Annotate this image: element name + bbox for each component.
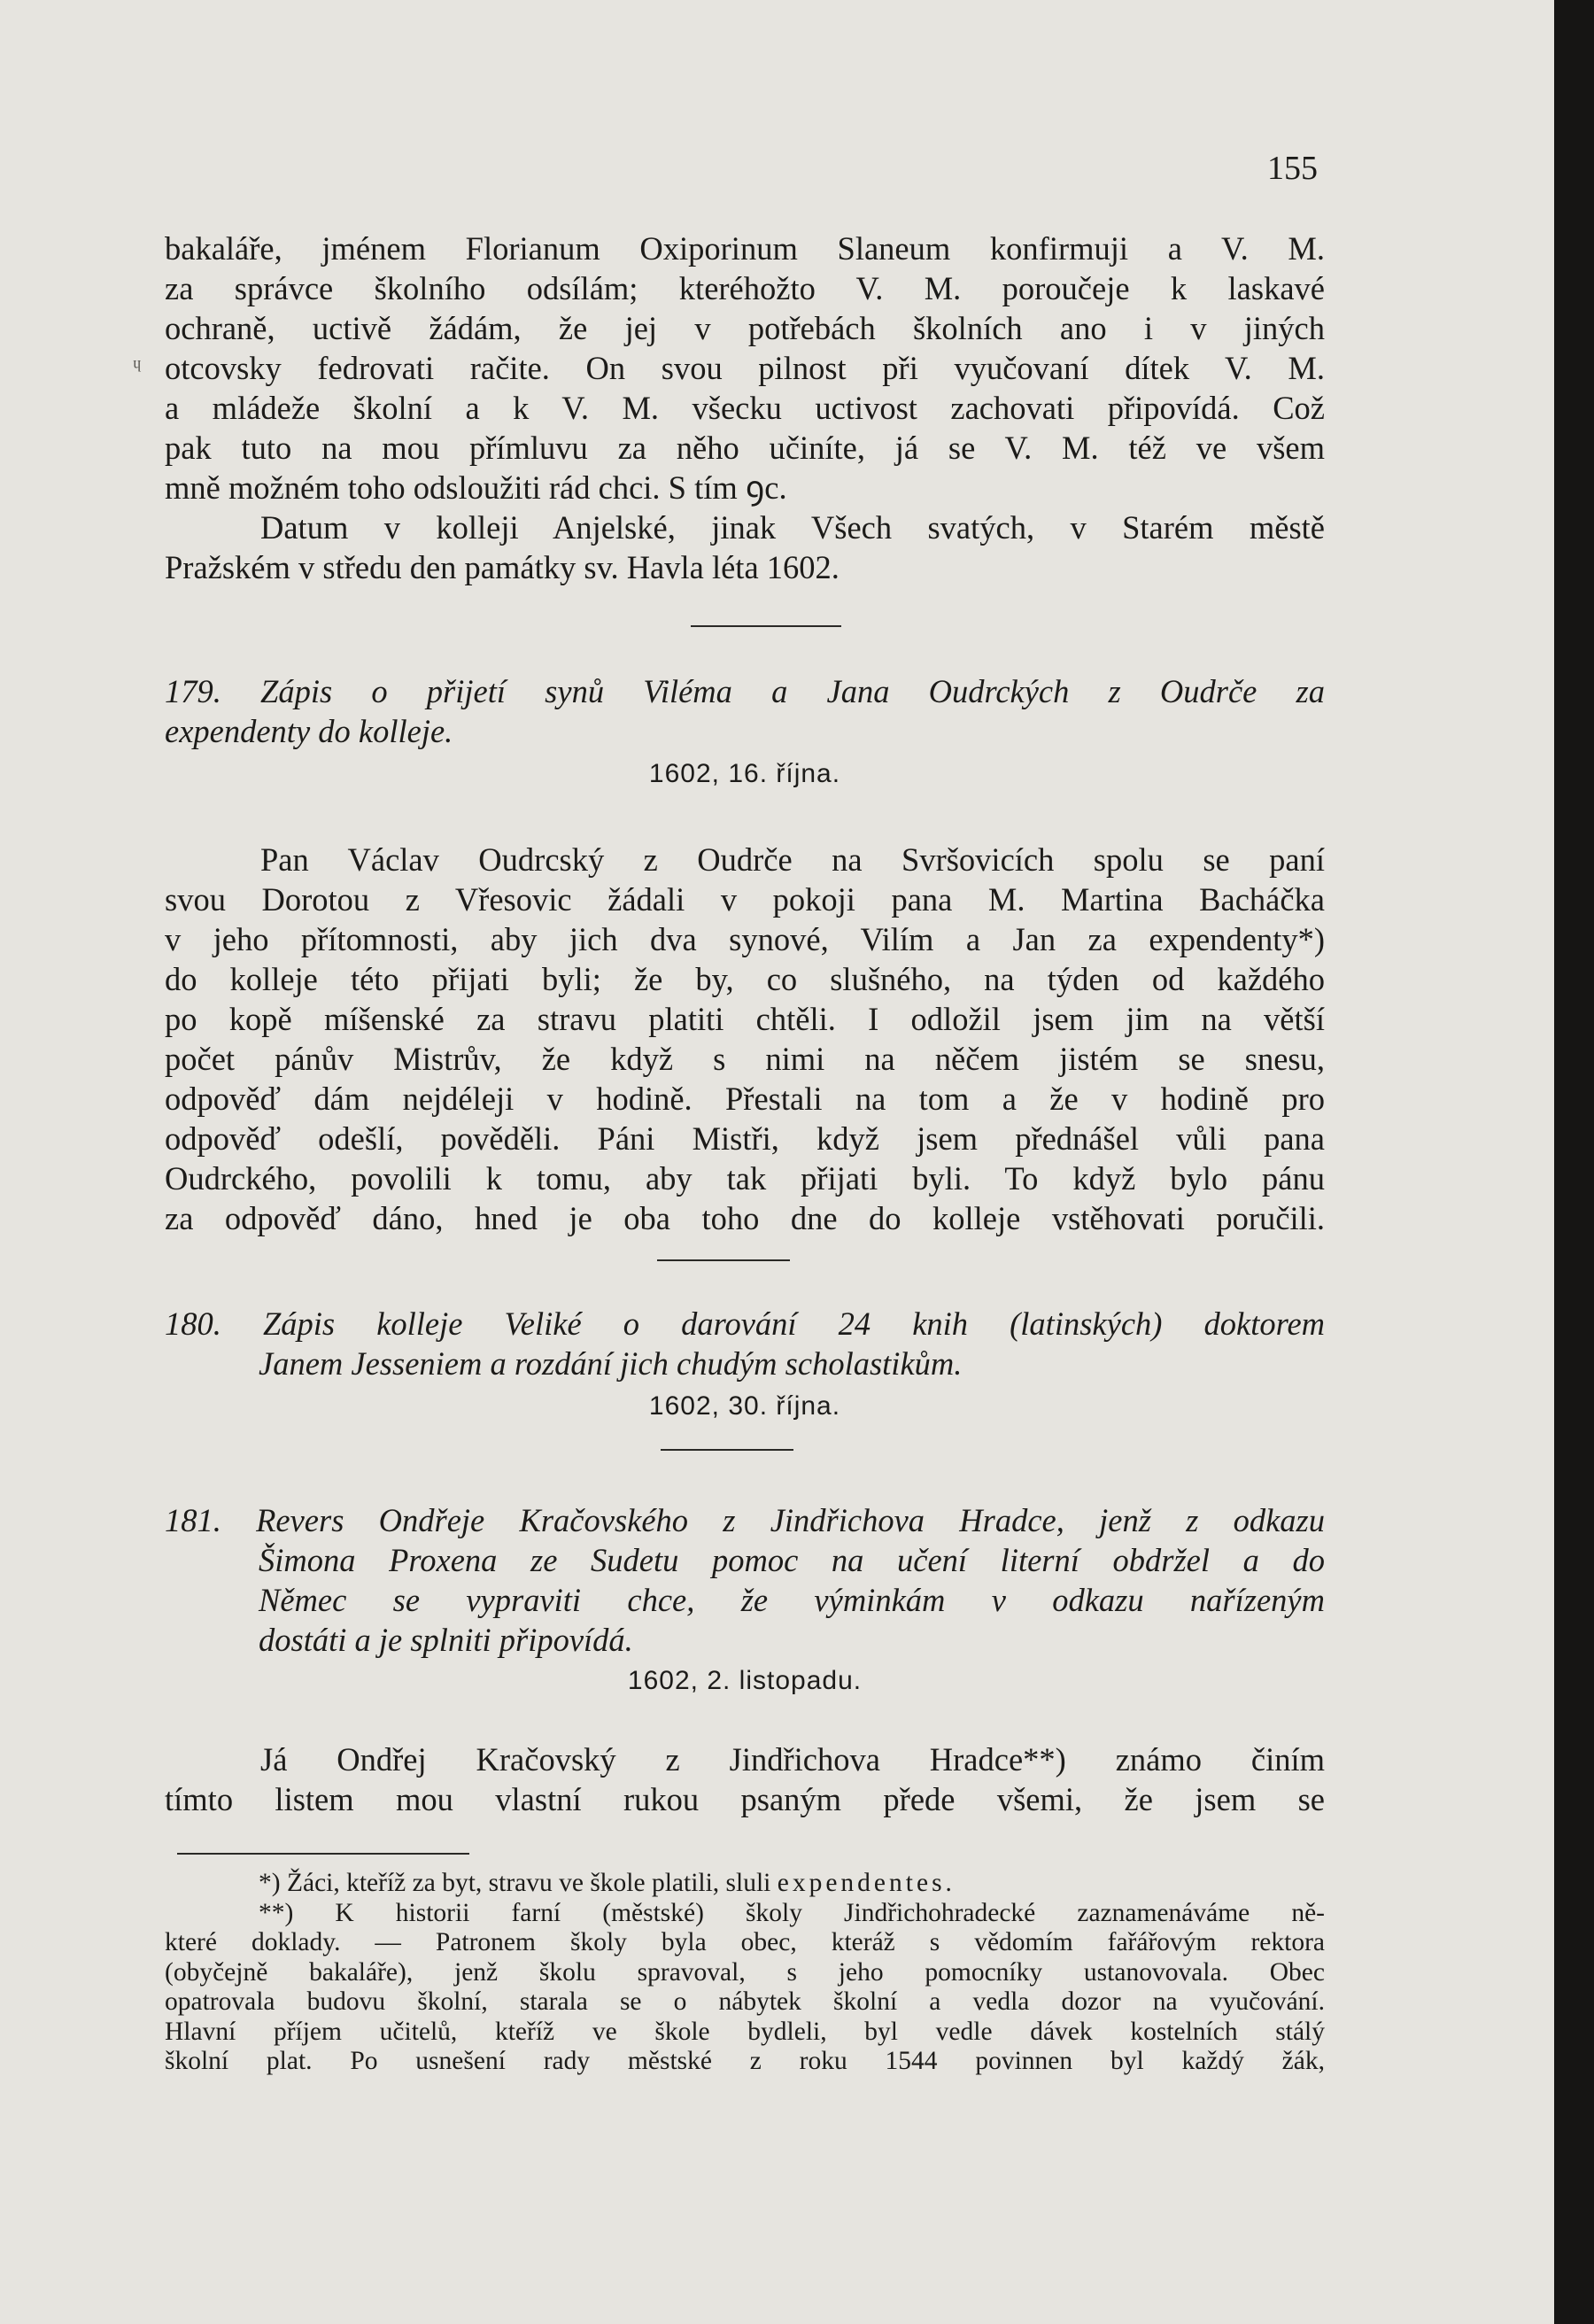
entry-title-line: Šimona Proxena ze Sudetu pomoc na učení literní obdržel a do: [259, 1542, 1325, 1578]
footnote-2-line: které doklady. — Patronem školy byla obec, kteráž s vědomím fařářovým rektora: [165, 1928, 1325, 1956]
entry-number: 180.: [165, 1305, 221, 1342]
intro-line: ochraně, uctivě žádám, že jej v potřebách školních ano i v jiných: [165, 310, 1325, 346]
entry-title-line: Janem Jesseniem a rozdání jich chudým scholastikům.: [259, 1345, 963, 1382]
section-divider: [657, 1259, 790, 1261]
margin-pencil-mark: ᶣ: [133, 352, 142, 382]
body-line: počet pánův Mistrův, že když s nimi na něčem jistém se snesu,: [165, 1041, 1325, 1077]
entry-number: 181.: [165, 1502, 221, 1538]
footnote-2-line: **) K historii farní (městské) školy Jindřichohradecké zaznamenáváme ně-: [259, 1898, 1325, 1927]
entry-title-line: Němec se vypraviti chce, že výminkám v odkazu nařízeným: [259, 1582, 1325, 1618]
intro-paragraph: [165, 229, 1325, 587]
footnote-1: [165, 1869, 1325, 1899]
body-line: tímto listem mou vlastní rukou psaným přede všemi, že jsem se: [165, 1781, 1325, 1817]
body-line: do kolleje této přijati byli; že by, co slušného, na týden od každého: [165, 961, 1325, 997]
body-line: po kopě míšenské za stravu platiti chtěli. I odložil jsem jim na větší: [165, 1001, 1325, 1037]
page-number: 155: [1267, 150, 1318, 187]
footnotes: [165, 1869, 1325, 2077]
footnote-text: Žáci, kteříž za byt, stravu ve škole platili, sluli: [286, 1869, 771, 1897]
datum-line: Pražském v středu den památky sv. Havla léta 1602.: [165, 549, 840, 585]
body-line: Oudrckého, povolili k tomu, aby tak přijati byli. To když bylo pánu: [165, 1160, 1325, 1197]
footnote-2-line: opatrovala budovu školní, starala se o nábytek školní a vedla dozor na vyučování.: [165, 1987, 1325, 2016]
entry-181-body: [165, 1739, 1325, 1819]
entry-date: 1602, 16. října.: [648, 759, 841, 788]
intro-line: bakaláře, jménem Florianum Oxiporinum Slaneum konfirmuji a V. M.: [165, 230, 1325, 267]
entry-title-line: expendenty do kolleje.: [165, 713, 453, 749]
entry-180-heading: [165, 1304, 1325, 1424]
body-line: za odpověď dáno, hned je oba toho dne do kolleje vstěhovati poručili.: [165, 1200, 1325, 1236]
body-line: odpověď dám nejdéleji v hodině. Přestali na tom a že v hodině pro: [165, 1081, 1325, 1117]
footnote-rule: [177, 1853, 469, 1855]
entry-181-heading: [165, 1500, 1325, 1699]
intro-line: pak tuto na mou přímluvu za něho učiníte, já se V. M. též ve všem: [165, 430, 1325, 466]
entry-title-line: Revers Ondřeje Kračovského z Jindřichova Hradce, jenž z odkazu: [256, 1502, 1325, 1538]
intro-line: mně možném toho odsloužiti rád chci. S tím ꝯc.: [165, 469, 787, 506]
section-divider: [661, 1449, 793, 1451]
entry-date: 1602, 2. listopadu.: [627, 1666, 863, 1695]
body-line: odpověď odešlí, pověděli. Páni Mistři, když jsem přednášel vůli pana: [165, 1120, 1325, 1157]
footnote-marker: *): [259, 1869, 281, 1897]
intro-line: otcovsky fedrovati račite. On svou pilnost při vyučovaní dítek V. M.: [165, 350, 1325, 386]
entry-title-line: Zápis o přijetí synů Viléma a Jana Oudrckých z Oudrče za: [260, 673, 1326, 709]
section-divider: [691, 625, 841, 627]
datum-line: Datum v kolleji Anjelské, jinak Všech svatých, v Starém městě: [260, 509, 1325, 546]
entry-date: 1602, 30. října.: [648, 1391, 841, 1421]
body-line: svou Dorotou z Vřesovic žádali v pokoji pana M. Martina Bacháčka: [165, 881, 1325, 918]
body-line: Já Ondřej Kračovský z Jindřichova Hradce**) známo činím: [260, 1741, 1325, 1778]
intro-line: a mládeže školní a k V. M. všecku uctivost zachovati připovídá. Což: [165, 390, 1325, 426]
body-line: Pan Václav Oudrcský z Oudrče na Svršovicích spolu se paní: [260, 841, 1325, 878]
footnote-2-line: Hlavní příjem učitelů, kteříž ve škole bydleli, byl vedle dávek kostelních stálý: [165, 2017, 1325, 2046]
entry-179-body: [165, 840, 1325, 1238]
footnote-term: expendentes.: [777, 1869, 956, 1897]
scan-dark-edge: [1554, 0, 1594, 2324]
body-line: v jeho přítomnosti, aby jich dva synové, Vilím a Jan za expendenty*): [165, 921, 1325, 957]
entry-179-heading: [165, 671, 1325, 792]
entry-title-line: Zápis kolleje Veliké o darování 24 knih (latinských) doktorem: [262, 1305, 1326, 1342]
intro-line: za správce školního odsílám; kteréhožto V. M. poroučeje k laskavé: [165, 270, 1325, 306]
entry-number: 179.: [165, 673, 221, 709]
footnote-2-line: školní plat. Po usnešení rady městské z roku 1544 povinnen byl každý žák,: [165, 2047, 1325, 2075]
footnote-2-line: (obyčejně bakaláře), jenž školu spravoval, s jeho pomocníky ustanovovala. Obec: [165, 1957, 1325, 1987]
entry-title-line: dostáti a je splniti připovídá.: [259, 1622, 633, 1658]
